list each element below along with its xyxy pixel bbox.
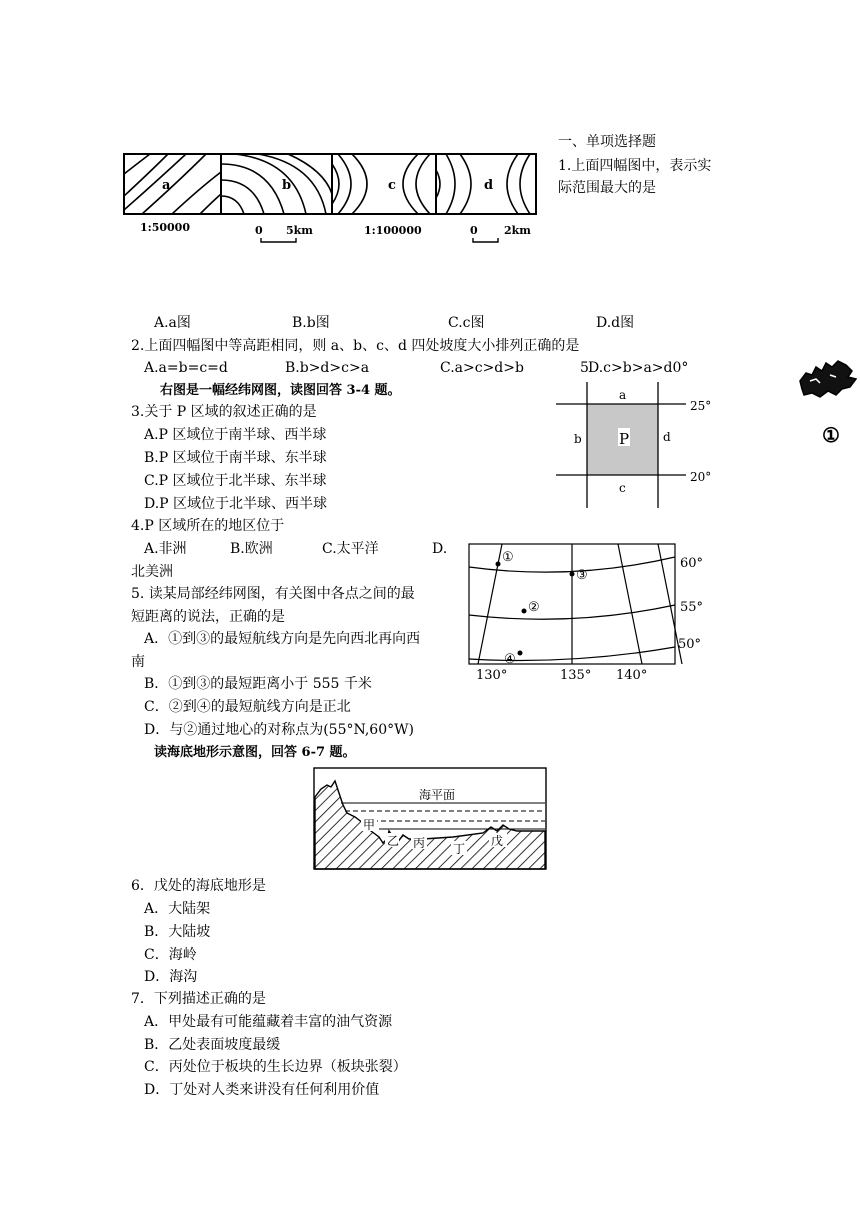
q4-option-c[interactable]: C.太平洋	[322, 541, 379, 557]
intro-3-4: 右图是一幅经纬网图，读图回答 3-4 题。	[160, 383, 401, 398]
q2-option-b[interactable]: B.b>d>c>a	[285, 360, 370, 376]
q3-stem: 3.关于 P 区域的叙述正确的是	[131, 404, 317, 420]
q2-option-a[interactable]: A.a=b=c=d	[144, 360, 228, 376]
q2-option-d[interactable]: D.c>b>a>d0°	[588, 360, 689, 376]
grid-lat-bottom: 20°	[690, 470, 712, 484]
panel-a-contours	[124, 154, 221, 214]
seafloor-label-wu: 戊	[491, 834, 504, 848]
q5-option-a-line1[interactable]: A．①到③的最短航线方向是先向西北再向西	[144, 631, 421, 647]
label-c: c	[388, 178, 396, 193]
sea-level-label: 海平面	[419, 788, 456, 802]
grid-label-b: b	[574, 432, 582, 446]
map-lon-140: 140°	[616, 668, 648, 683]
local-graticule-map	[468, 543, 712, 683]
map-lat-55: 55°	[680, 600, 704, 615]
q1-stem-line1: 1.上面四幅图中，表示实	[558, 158, 712, 174]
grid-label-d: d	[663, 430, 671, 444]
scale-b-zero: 0	[255, 224, 263, 237]
contour-maps-figure	[120, 150, 545, 250]
q6-option-a[interactable]: A．大陆架	[144, 901, 211, 917]
q3-option-a[interactable]: A.P 区域位于南半球、西半球	[144, 427, 327, 443]
panel-d-contours	[436, 154, 530, 214]
side-map-figure	[790, 345, 860, 445]
seafloor-label-bing: 丙	[413, 836, 426, 850]
q1-stem-line2: 际范围最大的是	[558, 180, 656, 196]
q5-stem-line1: 5. 读某局部经纬网图，有关图中各点之间的最	[131, 586, 415, 602]
map-point-3: ③	[576, 568, 588, 583]
q5-option-c[interactable]: C．②到④的最短航线方向是正北	[144, 699, 351, 715]
seafloor-label-ding: 丁	[453, 842, 466, 856]
label-d: d	[484, 178, 494, 193]
q4-option-d-cont: 北美洲	[131, 564, 173, 580]
q5-stem-line2: 短距离的说法，正确的是	[131, 609, 285, 625]
grid-label-a: a	[619, 388, 627, 402]
q5-option-b[interactable]: B．①到③的最短距离小于 555 千米	[144, 676, 372, 692]
landmass-silhouette	[800, 361, 856, 397]
q1-option-b[interactable]: B.b图	[292, 315, 330, 331]
label-a: a	[162, 178, 171, 193]
label-b: b	[282, 178, 292, 193]
map-point-4: ④	[504, 652, 516, 667]
q3-option-d[interactable]: D.P 区域位于北半球、西半球	[144, 496, 328, 512]
q5-option-d[interactable]: D．与②通过地心的对称点为(55°N,60°W)	[144, 722, 414, 738]
q7-option-b[interactable]: B．乙处表面坡度最缓	[144, 1037, 281, 1053]
map-lat-60: 60°	[680, 556, 704, 571]
seafloor-profile-figure	[313, 767, 549, 871]
lat-lon-grid-figure	[556, 382, 716, 512]
q6-option-d[interactable]: D．海沟	[144, 969, 198, 985]
q7-option-a[interactable]: A．甲处最有可能蕴藏着丰富的油气资源	[144, 1014, 393, 1030]
q7-option-d[interactable]: D．丁处对人类来讲没有任何利用价值	[144, 1082, 380, 1098]
grid-label-c: c	[619, 481, 626, 495]
scale-c: 1:100000	[364, 224, 422, 237]
map-point-1: ①	[502, 550, 514, 565]
q1-option-d[interactable]: D.d图	[596, 315, 635, 331]
q7-option-c[interactable]: C．丙处位于板块的生长边界（板块张裂）	[144, 1059, 407, 1075]
side-map-label: ①	[822, 423, 840, 447]
section-title: 一、单项选择题	[558, 134, 656, 150]
grid-lat-top: 25°	[690, 399, 712, 413]
scale-d-dist: 2km	[504, 224, 531, 237]
q4-option-b[interactable]: B.欧洲	[230, 541, 273, 557]
q2-stem: 2.上面四幅图中等高距相同，则 a、b、c、d 四处坡度大小排列正确的是	[131, 338, 580, 354]
grid-label-p: P	[619, 430, 630, 448]
seafloor-label-jia: 甲	[363, 818, 376, 832]
panel-c-contours	[332, 154, 430, 214]
q1-option-a[interactable]: A.a图	[154, 315, 191, 331]
q2-overlay-digit: 5	[580, 360, 589, 376]
scale-b-dist: 5km	[286, 224, 313, 237]
q2-option-c[interactable]: C.a>c>d>b	[440, 360, 524, 376]
intro-6-7: 读海底地形示意图，回答 6-7 题。	[154, 745, 356, 760]
map-point-2: ②	[528, 600, 540, 615]
panel-b-contours	[221, 154, 332, 214]
map-lon-135: 135°	[560, 668, 592, 683]
map-lon-130: 130°	[476, 668, 508, 683]
scale-a: 1:50000	[140, 221, 190, 234]
q4-option-d[interactable]: D.	[432, 541, 448, 557]
map-lat-50: 50°	[678, 637, 702, 652]
q6-stem: 6．戊处的海底地形是	[131, 878, 266, 894]
q3-option-c[interactable]: C.P 区域位于北半球、东半球	[144, 473, 327, 489]
q6-option-b[interactable]: B．大陆坡	[144, 924, 211, 940]
q4-option-a[interactable]: A.非洲	[144, 541, 187, 557]
q7-stem: 7．下列描述正确的是	[131, 991, 266, 1007]
q4-stem: 4.P 区域所在的地区位于	[131, 518, 285, 534]
scale-d-zero: 0	[470, 224, 478, 237]
seafloor-label-yi: 乙	[387, 834, 400, 848]
q6-option-c[interactable]: C．海岭	[144, 947, 197, 963]
q1-option-c[interactable]: C.c图	[448, 315, 485, 331]
q3-option-b[interactable]: B.P 区域位于南半球、东半球	[144, 450, 327, 466]
q5-option-a-line2: 南	[131, 654, 145, 670]
